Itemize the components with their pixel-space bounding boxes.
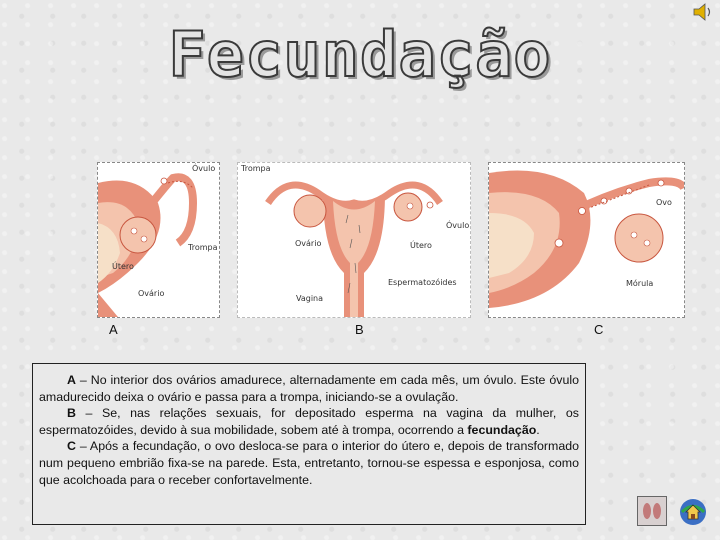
paragraph-a xyxy=(39,372,579,405)
diagram-panel-b xyxy=(237,162,471,318)
embryo-thumbnail-icon[interactable] xyxy=(637,496,667,526)
paragraph-b-body: – Se, nas relações sexuais, for depositado esperma na vagina da mulher, os espermatozóides, devido à sua mobilidade, sobem até à trompa, ocorrendo a xyxy=(39,406,579,437)
label-utero-b: Útero xyxy=(410,241,432,250)
paragraph-b-bold: fecundação xyxy=(467,422,537,437)
paragraph-b xyxy=(39,405,579,438)
explanation-text-box xyxy=(32,363,586,525)
label-vagina-b: Vagina xyxy=(296,294,324,303)
home-icon[interactable] xyxy=(678,497,708,527)
speaker-icon[interactable] xyxy=(692,2,714,22)
paragraph-a-body: – No interior dos ovários amadurece, alternadamente em cada mês, um óvulo. Este óvulo amadurecido deixa o ovário e passa para a trompa, iniciando-se a ovulação. xyxy=(39,373,579,404)
label-espermatozoides-b: Espermatozóides xyxy=(388,278,457,287)
diagram-panel-a xyxy=(97,162,220,318)
label-utero: Útero xyxy=(112,262,134,271)
label-morula-c: Mórula xyxy=(626,279,654,288)
paragraph-b-end: . xyxy=(536,422,540,437)
label-ovario-b: Ovário xyxy=(295,239,322,248)
label-ovario: Ovário xyxy=(138,289,165,298)
paragraph-c-prefix: C xyxy=(67,439,76,454)
page-title: Fecundação xyxy=(168,18,552,91)
panel-letter-c: C xyxy=(594,322,604,337)
paragraph-a-prefix: A xyxy=(67,373,76,387)
label-trompa-b: Trompa xyxy=(241,164,271,173)
label-ovo-c: Ovo xyxy=(656,198,672,207)
panel-letter-b: B xyxy=(355,322,364,337)
label-ovulo-b: Óvulo xyxy=(446,221,470,230)
label-trompa: Trompa xyxy=(188,243,218,252)
panel-letter-a: A xyxy=(109,322,118,337)
paragraph-b-prefix: B xyxy=(67,406,76,421)
paragraph-c xyxy=(39,438,579,488)
diagram-panel-c xyxy=(488,162,685,318)
paragraph-c-body: – Após a fecundação, o ovo desloca-se para o interior do útero e, depois de transformado num pequeno embrião fixa-se na parede. Esta, entretanto, tornou-se espessa e esponjosa, como que acolchoada para o receber confortavelmente. xyxy=(39,439,579,487)
label-ovulo: Óvulo xyxy=(192,164,216,173)
